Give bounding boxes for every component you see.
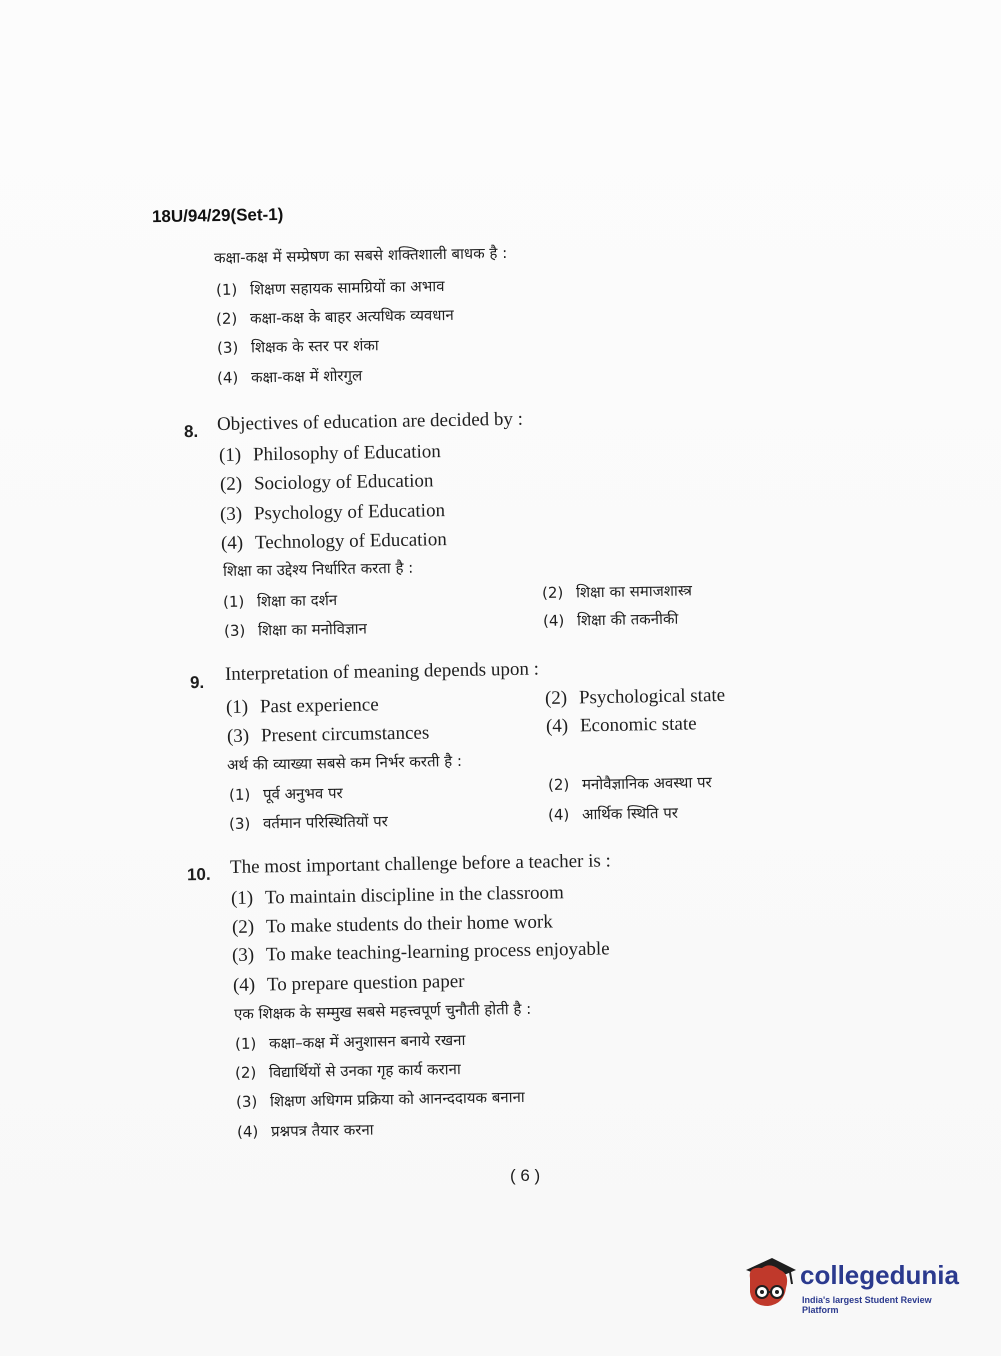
option-text: Economic state — [579, 713, 697, 737]
q8-option-3-hi — [224, 619, 367, 641]
collegedunia-mascot-icon — [740, 1254, 798, 1312]
q9-option-1-hi — [229, 783, 343, 805]
option-text: शिक्षक के स्तर पर शंका — [250, 336, 379, 357]
option-text: Sociology of Education — [253, 470, 434, 495]
q10-option-2-en — [232, 911, 553, 939]
q7-stem-hindi: कक्षा-कक्ष में सम्प्रेषण का सबसे शक्तिशाली बाधक है : — [213, 243, 508, 267]
option-number: (1) — [230, 887, 254, 909]
option-text: प्रश्नपत्र तैयार करना — [270, 1120, 374, 1141]
q7-option-4 — [217, 365, 363, 388]
q8-option-1-hi — [223, 590, 338, 612]
q9-option-4-en — [546, 713, 697, 738]
option-number: (3) — [226, 725, 250, 747]
q8-option-1-en — [219, 441, 441, 467]
option-number: (3) — [235, 1092, 258, 1111]
q9-option-2-en — [545, 685, 726, 710]
option-number: (3) — [231, 944, 255, 966]
page-number: ( 6 ) — [510, 1166, 541, 1185]
q8-option-2-hi — [542, 580, 692, 603]
option-number: (1) — [228, 785, 251, 804]
collegedunia-watermark — [740, 1248, 970, 1318]
option-text: मनोवैज्ञानिक अवस्था पर — [581, 773, 712, 794]
q9-stem-english: Interpretation of meaning depends upon : — [224, 658, 540, 685]
option-number: (2) — [547, 775, 570, 794]
brand-tagline: India's largest Student Review Platform — [802, 1295, 932, 1315]
option-text: Past experience — [259, 694, 379, 718]
option-text: शिक्षा का समाजशास्त्र — [575, 581, 693, 602]
q10-option-3-en — [232, 938, 610, 967]
option-text: विद्यार्थियों से उनका गृह कार्य कराना — [268, 1060, 461, 1082]
option-text: Psychological state — [578, 684, 726, 709]
q10-option-3-hi — [236, 1087, 525, 1112]
option-text: आर्थिक स्थिति पर — [581, 803, 679, 824]
option-number: (1) — [222, 592, 245, 611]
q9-option-1-en — [226, 694, 379, 719]
option-number: (1) — [215, 280, 238, 299]
option-number: (4) — [216, 368, 239, 387]
option-number: (4) — [236, 1122, 259, 1141]
option-number: (4) — [542, 611, 565, 630]
option-text: Psychology of Education — [253, 500, 446, 525]
option-text: कक्षा–कक्ष में अनुशासन बनाये रखना — [268, 1030, 466, 1053]
q10-stem-english: The most important challenge before a teacher is : — [229, 850, 612, 878]
option-text: शिक्षण सहायक सामग्रियों का अभाव — [249, 277, 445, 299]
option-text: To make teaching-learning process enjoyable — [265, 938, 610, 966]
q8-stem-english: Objectives of education are decided by : — [216, 408, 524, 435]
option-text: कक्षा-कक्ष में शोरगुल — [250, 366, 363, 387]
q9-option-2-hi — [548, 772, 712, 795]
option-text: कक्षा-कक्ष के बाहर अत्यधिक व्यवधान — [249, 305, 454, 328]
option-text: To maintain discipline in the classroom — [264, 882, 565, 909]
q8-stem-hindi: शिक्षा का उद्देश्य निर्धारित करता है : — [222, 558, 414, 580]
option-number: (3) — [223, 621, 246, 640]
option-text: शिक्षण अधिगम प्रक्रिया को आनन्ददायक बनाना — [269, 1087, 525, 1111]
q7-option-1 — [216, 276, 445, 300]
option-text: पूर्व अनुभव पर — [262, 784, 343, 804]
option-text: Present circumstances — [260, 722, 430, 747]
option-number: (2) — [234, 1063, 257, 1082]
option-number: (2) — [219, 473, 243, 495]
option-number: (1) — [234, 1034, 257, 1053]
q10-option-4-en — [233, 971, 465, 997]
option-number: (3) — [228, 814, 251, 833]
q10-stem-hindi: एक शिक्षक के सम्मुख सबसे महत्त्वपूर्ण चुनौती होती है : — [233, 999, 532, 1023]
q10-option-1-hi — [235, 1030, 466, 1054]
q8-option-4-hi — [543, 609, 679, 631]
option-number: (2) — [215, 309, 238, 328]
option-number: (3) — [216, 338, 239, 357]
option-number: (2) — [544, 687, 568, 709]
option-number: (2) — [541, 583, 564, 602]
q7-option-3 — [217, 335, 379, 358]
q7-option-2 — [216, 305, 454, 329]
option-number: (4) — [545, 715, 569, 737]
paper-code: 18U/94/29(Set-1) — [151, 204, 284, 227]
q8-option-2-en — [220, 470, 434, 496]
q8-option-3-en — [220, 500, 445, 526]
option-number: (3) — [219, 503, 243, 525]
q10-option-4-hi — [237, 1120, 374, 1142]
option-number: (4) — [220, 532, 244, 554]
option-text: शिक्षा का दर्शन — [256, 591, 338, 611]
q9-stem-hindi: अर्थ की व्याख्या सबसे कम निर्भर करती है : — [226, 751, 463, 774]
option-number: (1) — [225, 696, 249, 718]
option-text: शिक्षा की तकनीकी — [576, 609, 679, 630]
option-text: शिक्षा का मनोविज्ञान — [257, 619, 368, 640]
option-text: वर्तमान परिस्थितियों पर — [262, 812, 388, 833]
option-number: (4) — [232, 974, 256, 996]
q8-number: 8. — [183, 421, 199, 442]
option-number: (1) — [218, 444, 242, 466]
option-text: To prepare question paper — [266, 970, 465, 996]
q9-option-4-hi — [548, 803, 678, 825]
option-text: Philosophy of Education — [252, 441, 442, 466]
q9-option-3-en — [227, 722, 430, 748]
q10-number: 10. — [186, 864, 211, 885]
q10-option-2-hi — [235, 1059, 461, 1083]
q9-number: 9. — [189, 672, 205, 693]
q10-option-1-en — [231, 882, 564, 910]
option-number: (4) — [547, 805, 570, 824]
option-number: (2) — [231, 916, 255, 938]
option-text: To make students do their home work — [265, 911, 553, 938]
q8-option-4-en — [221, 529, 447, 555]
option-text: Technology of Education — [254, 529, 447, 554]
q9-option-3-hi — [229, 811, 388, 834]
brand-name: collegedunia — [800, 1260, 959, 1290]
